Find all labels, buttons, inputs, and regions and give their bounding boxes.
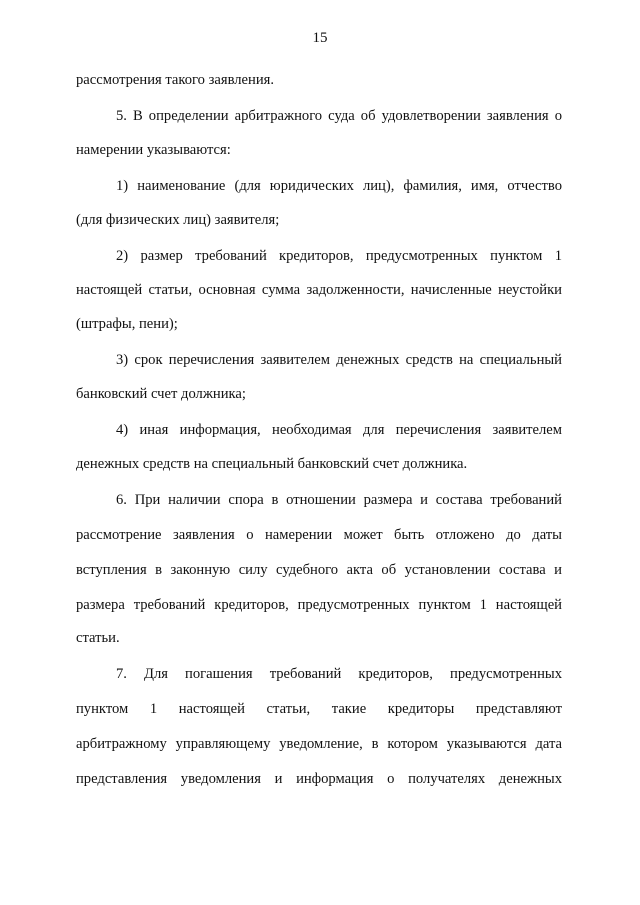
text-line: вступления в законную силу судебного акта об установлении состава и xyxy=(76,562,562,578)
text-line: 7. Для погашения требований кредиторов, предусмотренных xyxy=(116,666,562,682)
text-line: статьи. xyxy=(76,630,120,646)
text-line: рассмотрения такого заявления. xyxy=(76,72,275,88)
text-line: размера требований кредиторов, предусмотренных пунктом 1 настоящей xyxy=(76,597,562,613)
text-line: 6. При наличии спора в отношении размера и состава требований xyxy=(116,492,562,508)
text-line: арбитражному управляющему уведомление, в котором указываются дата xyxy=(76,736,562,752)
text-line: 3) срок перечисления заявителем денежных средств на специальный xyxy=(116,352,562,368)
text-line: 5. В определении арбитражного суда об удовлетворении заявления о xyxy=(116,108,562,124)
text-line: 1) наименование (для юридических лиц), фамилия, имя, отчество xyxy=(116,178,562,194)
text-line: (штрафы, пени); xyxy=(76,316,178,332)
text-line: рассмотрение заявления о намерении может быть отложено до даты xyxy=(76,527,562,543)
text-line: намерении указываются: xyxy=(76,142,231,158)
page-number: 15 xyxy=(312,30,328,46)
text-line: настоящей статьи, основная сумма задолженности, начисленные неустойки xyxy=(76,282,562,298)
text-line: пунктом 1 настоящей статьи, такие кредиторы представляют xyxy=(76,701,562,717)
text-line: банковский счет должника; xyxy=(76,386,246,402)
text-line: 4) иная информация, необходимая для перечисления заявителем xyxy=(116,422,562,438)
text-line: 2) размер требований кредиторов, предусмотренных пунктом 1 xyxy=(116,248,562,264)
text-line: денежных средств на специальный банковский счет должника. xyxy=(76,456,468,472)
text-line: (для физических лиц) заявителя; xyxy=(76,212,280,228)
text-line: представления уведомления и информация о получателях денежных xyxy=(76,771,562,787)
